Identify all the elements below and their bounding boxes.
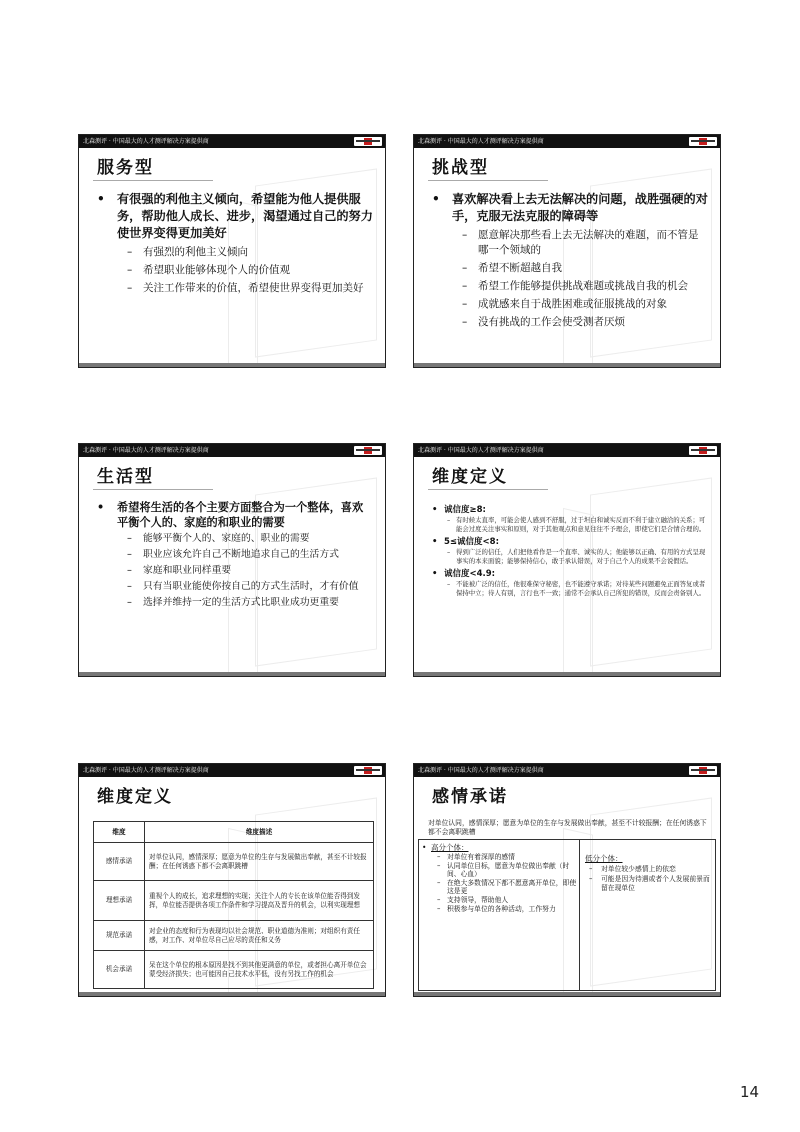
bullet-icon: • [422, 843, 427, 852]
bullet-icon: • [97, 501, 105, 514]
slide-header: 北森测评 · 中国最大的人才测评解决方案提供商 [79, 135, 385, 148]
brand-name: 北森测评 [418, 447, 443, 454]
sub-bullet: – 有强烈的利他主义倾向 [127, 246, 248, 258]
slide-service-type [78, 134, 386, 368]
dash-icon: – [462, 229, 468, 241]
table-cell: 规范承诺 [94, 921, 145, 951]
dash-icon: – [127, 549, 132, 560]
commitment-table [93, 821, 374, 989]
dash-icon: – [589, 875, 593, 883]
title-underline [428, 489, 548, 490]
slide-lifestyle-type [78, 443, 386, 677]
table-cell: 理想承诺 [94, 881, 145, 921]
slide-header: 北森测评 · 中国最大的人才测评解决方案提供商 [414, 444, 720, 457]
sub-bullet: – 职业应该允许自己不断地追求自己的生活方式 [127, 549, 339, 560]
slide-dimension-definition-commitment [78, 763, 386, 997]
high-score-item: – 在绝大多数情况下都不愿意离开单位，即使这是更 [437, 878, 577, 896]
brand-name: 北森测评 [83, 767, 108, 774]
sub-bullet: – 只有当职业能使你按自己的方式生活时，才有价值 [127, 581, 359, 592]
dash-icon: – [462, 280, 468, 292]
brand-name: 北森测评 [418, 138, 443, 145]
slide-footer [79, 363, 385, 367]
sub-bullet: – 希望职业能够体现个人的价值观 [127, 264, 290, 276]
dash-icon: – [127, 533, 132, 544]
sub-bullet: – 能够平衡个人的、家庭的、职业的需要 [127, 533, 310, 544]
dash-icon: – [127, 246, 133, 258]
bullet-icon: • [432, 505, 438, 515]
high-score-item: – 积极参与单位的各种活动，工作努力 [437, 904, 556, 913]
table-cell: 对企业的态度和行为表现均以社会规范、职业道德为准则；对组织有责任感，对工作、对单位尽自己应尽的责任和义务 [145, 921, 374, 951]
brand-logo-icon [689, 446, 717, 455]
brand-name: 北森测评 [418, 767, 443, 774]
bullet-icon: • [97, 192, 105, 206]
high-score-item: – 认同单位目标，愿意为单位做出奉献（时间、心血） [437, 861, 570, 879]
main-bullet: • 希望将生活的各个主要方面整合为一个整体，喜欢平衡个人的、家庭的和职业的需要 [97, 501, 364, 529]
low-score-item: – 对单位较少感情上的依恋 [589, 865, 676, 873]
table-header-row [94, 822, 374, 843]
brand-tagline: 中国最大的人才测评解决方案提供商 [112, 138, 209, 145]
brand-name: 北森测评 [83, 447, 108, 454]
slide-dimension-definition-integrity [413, 443, 721, 677]
dash-icon: – [447, 580, 451, 588]
score-range-desc: – 得到广泛的信任，人们把他看作是一个直率、诚实的人；他能够以正确、有用的方式呈现事实的本来面貌；能够保持信心，敢于承认错误，对于自己个人的成果不会说假话。 [447, 548, 706, 565]
dash-icon: – [462, 316, 468, 328]
definition-text: 对单位认同，感情深厚；愿意为单位的生存与发展做出奉献，甚至不计较报酬；在任何诱惑下都不会离职跳槽 [428, 819, 707, 836]
column-header: 维度描述 [145, 822, 374, 843]
dash-icon: – [127, 282, 133, 294]
main-bullet: • 喜欢解决看上去无法解决的问题，战胜强硬的对手，克服无法克服的障碍等 [432, 192, 708, 223]
table-row [94, 951, 374, 989]
title-underline [93, 489, 213, 490]
low-score-label: 低分个体： [585, 854, 623, 863]
brand-tagline: 中国最大的人才测评解决方案提供商 [447, 138, 544, 145]
slide-header: 北森测评 · 中国最大的人才测评解决方案提供商 [79, 444, 385, 457]
slide-footer [414, 992, 720, 996]
dash-icon: – [462, 262, 468, 274]
slide-title: 服务型 [97, 158, 154, 178]
high-score-column [421, 843, 577, 913]
table-row [94, 921, 374, 951]
column-header: 维度 [94, 822, 145, 843]
page-number: 14 [740, 1083, 760, 1101]
score-comparison-box [418, 839, 716, 991]
table-cell: 机会承诺 [94, 951, 145, 989]
dash-icon: – [447, 516, 451, 524]
brand-tagline: 中国最大的人才测评解决方案提供商 [447, 447, 544, 454]
slide-title: 维度定义 [97, 787, 173, 807]
brand-logo-icon [354, 137, 382, 146]
title-underline [428, 180, 548, 181]
slide-footer [414, 363, 720, 367]
table-cell: 对单位认同，感情深厚；愿意为单位的生存与发展做出奉献，甚至不计较报酬；在任何诱惑下都不会离职跳槽 [145, 843, 374, 881]
sub-bullet: – 关注工作带来的价值，希望使世界变得更加美好 [127, 282, 364, 294]
high-score-item: – 对单位有着深厚的感情 [437, 853, 515, 861]
brand-logo-icon [689, 137, 717, 146]
slide-header: 北森测评 · 中国最大的人才测评解决方案提供商 [414, 764, 720, 777]
slide-footer [414, 672, 720, 676]
dash-icon: – [589, 865, 593, 873]
slide-title: 感情承诺 [432, 787, 508, 807]
dash-icon: – [127, 264, 133, 276]
slide-footer [79, 672, 385, 676]
brand-name: 北森测评 [83, 138, 108, 145]
table-row [94, 843, 374, 881]
dash-icon: – [437, 895, 441, 904]
slide-affective-commitment [413, 763, 721, 997]
main-bullet: • 有很强的利他主义倾向，希望能为他人提供服务，帮助他人成长、进步，渴望通过自己的努力使世界变得更加美好 [97, 192, 373, 240]
slide-title: 挑战型 [432, 158, 489, 178]
sub-bullet: – 愿意解决那些看上去无法解决的难题，而不管是哪一个领域的 [462, 229, 699, 256]
dash-icon: – [437, 878, 441, 887]
brand-tagline: 中国最大的人才测评解决方案提供商 [112, 447, 209, 454]
table-cell: 呆在这个单位的根本原因是找不到其他更满意的单位，或者担心离开单位会蒙受经济损失；也可能因自己技术水平低，没有另找工作的机会 [145, 951, 374, 989]
brand-tagline: 中国最大的人才测评解决方案提供商 [112, 767, 209, 774]
brand-tagline: 中国最大的人才测评解决方案提供商 [447, 767, 544, 774]
sub-bullet: – 希望不断超越自我 [462, 262, 562, 274]
low-score-column [585, 854, 713, 893]
slide-header: 北森测评 · 中国最大的人才测评解决方案提供商 [414, 135, 720, 148]
high-score-item: – 支持领导，帮助他人 [437, 895, 509, 904]
bullet-icon: • [432, 192, 440, 206]
dash-icon: – [447, 548, 451, 556]
dash-icon: – [437, 861, 441, 870]
sub-bullet: – 希望工作能够提供挑战难题或挑战自我的机会 [462, 280, 688, 292]
sub-bullet: – 家庭和职业同样重要 [127, 565, 232, 576]
table-row [94, 881, 374, 921]
dash-icon: – [127, 581, 132, 592]
high-score-label: • 高分个体： [422, 843, 469, 852]
brand-logo-icon [689, 766, 717, 775]
dash-icon: – [127, 597, 132, 608]
dash-icon: – [462, 298, 468, 310]
score-range-label: • 5≤诚信度<8: [432, 537, 499, 547]
table-cell: 重视个人的成长，追求理想的实现；关注个人的专长在该单位能否得到发挥，单位能否提供各项工作条件和学习提高及晋升的机会，以利实现理想 [145, 881, 374, 921]
bullet-icon: • [432, 537, 438, 547]
dash-icon: – [437, 904, 441, 913]
slide-title: 维度定义 [432, 467, 508, 487]
column-divider [579, 840, 580, 990]
brand-logo-icon [354, 446, 382, 455]
score-range-label: • 诚信度<4.9: [432, 569, 496, 579]
slide-title: 生活型 [97, 467, 154, 487]
sub-bullet: – 成就感来自于战胜困难或征服挑战的对象 [462, 298, 667, 310]
title-underline [93, 180, 213, 181]
sub-bullet: – 选择并维持一定的生活方式比职业成功更重要 [127, 597, 339, 608]
sub-bullet: – 没有挑战的工作会使受测者厌烦 [462, 316, 625, 328]
slide-header: 北森测评 · 中国最大的人才测评解决方案提供商 [79, 764, 385, 777]
score-range-label: • 诚信度≥8: [432, 505, 486, 515]
brand-logo-icon [354, 766, 382, 775]
dash-icon: – [437, 853, 441, 861]
bullet-icon: • [432, 569, 438, 579]
slide-footer [79, 992, 385, 996]
slide-challenge-type [413, 134, 721, 368]
table-cell: 感情承诺 [94, 843, 145, 881]
score-range-desc: – 不能被广泛的信任，他很难保守秘密，也不能遵守承诺；对待某些问题避免正面答复或者保持中立；待人有别，言行也不一致；通常不会承认自己所犯的错误，反而会责备别人。 [447, 580, 706, 597]
low-score-item: – 可能是因为待遇或者个人发展前景而留在现单位 [589, 875, 710, 892]
dash-icon: – [127, 565, 132, 576]
score-range-desc: – 有时候太直率，可能会使人感到不舒服，过于坦白和诚实反而不利于建立融洽的关系；可能会过度关注事实和原则，对于其他观点和意见往往不予理会，即使它们是合情合理的。 [447, 516, 706, 533]
